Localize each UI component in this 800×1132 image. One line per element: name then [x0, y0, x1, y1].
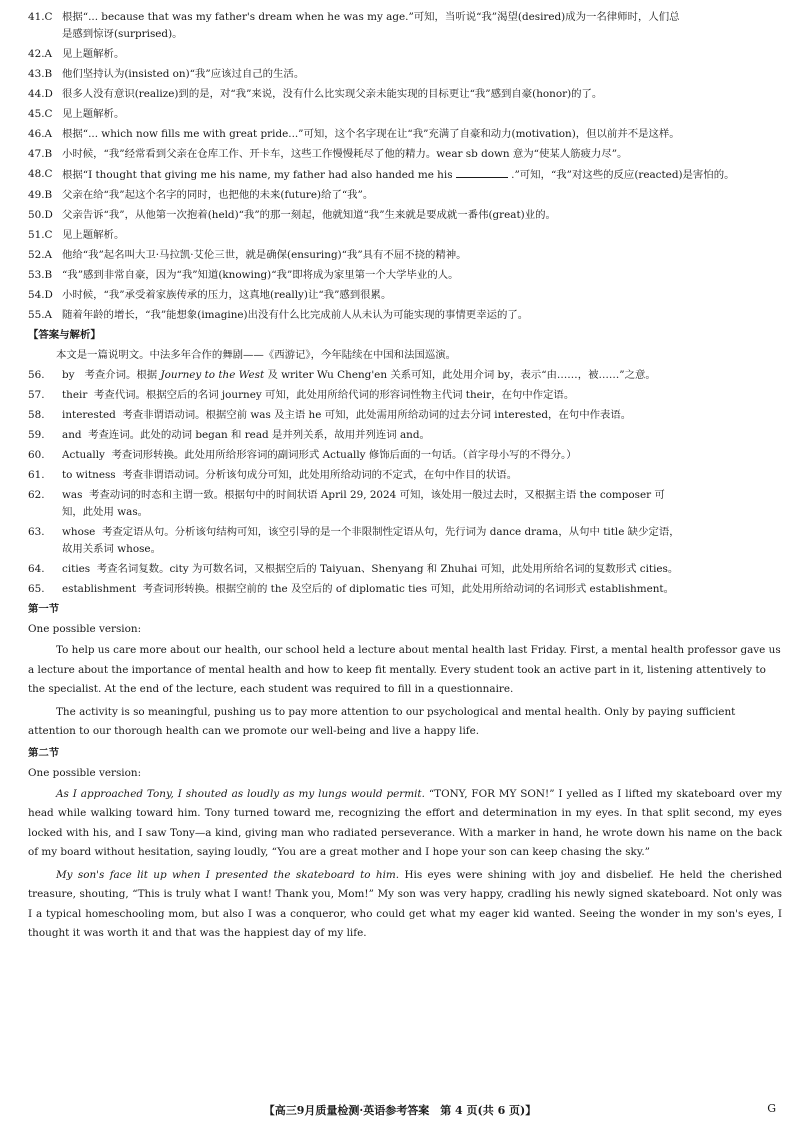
item-text: 考查名词复数。city 为可数名词，又根据空后的 Taiyuan、Shenyang 和 Zhuhai 可知，此处用所给名词的复数形式 cities。	[96, 563, 679, 575]
item-number: 50.D	[28, 209, 53, 221]
answer-blank	[456, 168, 508, 178]
paragraph-text: “TONY, FOR MY SON!” I yelled as I lifted my skateboard over my head while walking toward him. Tony turned toward me, recognizing the effort and determination in my eyes. In that split second, my eyes locked with his, and I saw Tony—a kind, giving man who radiated perseverance. With a marker in hand, he wrote down his name on the back of my board without hesitation, saying loudly, “You are a great mother and I hope your son can keep chasing the sky.”	[28, 787, 782, 858]
item-text: 见上题解析。	[62, 48, 125, 60]
item-number: 65.	[28, 583, 45, 595]
item-number: 41.C	[28, 11, 53, 23]
item-answer: establishment	[62, 583, 137, 595]
item-text: 考查连词。此处的动词 began 和 read 是并列关系，故用并列连词 and。	[88, 429, 430, 441]
item-text-before-blank: 根据“I thought that giving me his name, my father had also handed me his	[62, 169, 453, 181]
section-2-title: 第二节	[28, 746, 60, 759]
answer-item	[28, 578, 782, 598]
item-text: 考查词形转换。根据空前的 the 及空后的 of diplomatic ties 可知，此处用所给动词的名词形式 establishment。	[142, 583, 674, 595]
item-number: 63.	[28, 526, 45, 538]
item-number: 60.	[28, 449, 45, 461]
item-text: 考查定语从句。分析该句结构可知，该空引导的是一个非限制性定语从句，先行词为 dance drama，从句中 title 缺少定语，	[101, 526, 680, 538]
item-answer: cities	[62, 563, 91, 575]
passage-intro: 本文是一篇说明文。中法多年合作的舞剧——《西游记》，今年陆续在中国和法国巡演。	[56, 349, 457, 361]
item-number: 55.A	[28, 309, 53, 321]
item-text: “我”感到非常自豪，因为“我”知道(knowing)“我”即将成为家里第一个大学毕业的人。	[62, 269, 459, 281]
item-number: 58.	[28, 409, 45, 421]
item-text-continued: 知，此处用 was。	[62, 506, 149, 518]
answer-item	[28, 424, 782, 444]
item-number: 51.C	[28, 229, 53, 241]
item-text: 根据“... which now fills me with great pride...”可知，这个名字现在让“我”充满了自豪和动力(motivation)，但以前并不是这样。	[62, 128, 680, 140]
paper-code: G	[767, 1102, 776, 1115]
book-title: Journey to the West	[160, 369, 265, 381]
item-text: 根据“... because that was my father's dream when he was my age.”可知，当听说“我”渴望(desired)成为一名律师时，人们总	[62, 11, 680, 23]
item-answer: Actually	[62, 449, 105, 461]
answer-item	[28, 224, 782, 244]
answer-list-49-55	[28, 184, 782, 324]
item-number: 44.D	[28, 88, 53, 100]
item-answer: to witness	[62, 469, 116, 481]
page-footer: 【高三9月质量检测·英语参考答案 第 4 页(共 6 页)】	[263, 1104, 537, 1117]
item-answer: was	[62, 489, 83, 501]
answer-item	[28, 83, 782, 103]
item-number: 54.D	[28, 289, 53, 301]
item-number: 62.	[28, 489, 45, 501]
item-answer: interested	[62, 409, 116, 421]
item-number: 56.	[28, 369, 45, 381]
answer-item-48	[28, 163, 782, 184]
given-opening-sentence: As I approached Tony, I shouted as loudly as my lungs would permit.	[56, 787, 425, 800]
item-text: 小时候，“我”经常看到父亲在仓库工作、开卡车，这些工作慢慢耗尽了他的精力。wear sb down 意为“使某人筋疲力尽”。	[62, 148, 628, 160]
section-2-version-label: One possible version:	[28, 766, 142, 779]
item-text: 父亲在给“我”起这个名字的同时，也把他的未来(future)给了“我”。	[62, 189, 374, 201]
item-text: 考查动词的时态和主谓一致。根据句中的时间状语 April 29, 2024 可知，该处用一般过去时，又根据主语 the composer 可	[89, 489, 665, 501]
item-number: 48.C	[28, 168, 53, 180]
item-text-rest: 及 writer Wu Cheng'en 关系可知，此处用介词 by，表示“由……，被……”之意。	[267, 369, 656, 381]
section-1-paragraph-1: To help us care more about our health, our school held a lecture about mental health last Friday. First, a mental health professor gave us a lecture about the importance of mental health and how to keep fit mentally. Every student took an active part in it, listening attentively to the specialist. At the end of the lecture, each student was required to fill in a questionnaire.	[28, 644, 781, 695]
item-text-after-blank: .”可知，“我”对这些的反应(reacted)是害怕的。	[511, 169, 735, 181]
item-answer: whose	[62, 526, 96, 538]
item-answer: their	[62, 389, 88, 401]
answer-item	[28, 244, 782, 264]
answer-item	[28, 204, 782, 224]
answer-item	[28, 404, 782, 424]
item-text: 考查非谓语动词。分析该句成分可知，此处用所给动词的不定式，在句中作目的状语。	[122, 469, 518, 481]
item-text: 见上题解析。	[62, 229, 125, 241]
answer-item-56	[28, 364, 782, 384]
item-text: 小时候，“我”承受着家族传承的压力，这真地(really)让“我”感到很累。	[62, 289, 392, 301]
item-answer: and	[62, 429, 82, 441]
answer-item	[28, 43, 782, 63]
item-text: 父亲告诉“我”，从他第一次抱着(held)“我”的那一刻起，他就知道“我”生来就是要成就一番伟(great)业的。	[62, 209, 556, 221]
item-text: 考查非谓语动词。根据空前 was 及主语 he 可知，此处需用所给动词的过去分词 interested，在句中作表语。	[122, 409, 632, 421]
item-number: 43.B	[28, 68, 53, 80]
item-number: 61.	[28, 469, 45, 481]
item-text: 考查代词。根据空后的名词 journey 可知，此处用所给代词的形容词性物主代词 their，在句中作定语。	[93, 389, 575, 401]
answer-item	[28, 304, 782, 324]
section-1-title: 第一节	[28, 603, 60, 615]
section-1-paragraph-2: The activity is so meaningful, pushing us to pay more attention to our psychological and mental health. Only by paying sufficient attention to our thorough health can we promote our well-being and live a happy life.	[28, 705, 736, 737]
answer-item	[28, 143, 782, 163]
item-text: 随着年龄的增长，“我”能想象(imagine)出没有什么比完成前人从未认为可能实现的事情更幸运的了。	[62, 309, 529, 321]
item-text: 他们坚持认为(insisted on)“我”应该过自己的生活。	[62, 68, 305, 80]
item-text: 考查词形转换。此处用所给形容词的副词形式 Actually 修饰后面的一句话。（首字母小写的不得分。）	[111, 449, 577, 461]
item-text-continued: 是感到惊讶(surprised)。	[62, 28, 183, 40]
item-number: 64.	[28, 563, 45, 575]
item-number: 45.C	[28, 108, 53, 120]
item-answer: by	[62, 369, 75, 381]
item-number: 49.B	[28, 189, 53, 201]
item-number: 52.A	[28, 249, 53, 261]
answer-item	[28, 558, 782, 578]
section-2-paragraph-1	[28, 785, 782, 863]
section-1-version-label: One possible version:	[28, 623, 142, 635]
item-text: 他给“我”起名叫大卫·马拉凯·艾伦三世，就是确保(ensuring)“我”具有不屈不挠的精神。	[62, 249, 467, 261]
answer-item	[28, 444, 782, 464]
answer-item	[28, 484, 782, 504]
item-number: 42.A	[28, 48, 53, 60]
answer-item	[28, 521, 782, 541]
answer-item	[28, 184, 782, 204]
answer-list-41-47	[28, 6, 782, 163]
paragraph-text: His eyes were shining with joy and disbelief. He held the cherished treasure, shouting, “This is truly what I want! Thank you, Mom!” My son was very happy, cradling his newly signed skateboard. Not only was I a typical homeschooling mom, but also I was a conqueror, who could get what my eager kid wanted. Seeing the wonder in my son's eyes, I thought it was worth it and that was the happiest day of my life.	[28, 868, 783, 939]
item-number: 57.	[28, 389, 45, 401]
section-2-paragraph-2	[28, 866, 782, 944]
item-text-continued: 故用关系词 whose。	[62, 543, 161, 555]
answer-section-header: 【答案与解析】	[28, 329, 101, 341]
answer-item	[28, 384, 782, 404]
answer-item	[28, 264, 782, 284]
answer-item	[28, 6, 782, 26]
item-text: 考查介词。根据	[84, 369, 158, 381]
answer-item	[28, 284, 782, 304]
item-text: 很多人没有意识(realize)到的是，对“我”来说，没有什么比实现父亲未能实现的目标更让“我”感到自豪(honor)的了。	[62, 88, 603, 100]
item-number: 59.	[28, 429, 45, 441]
answer-item	[28, 103, 782, 123]
item-number: 46.A	[28, 128, 53, 140]
given-opening-sentence: My son's face lit up when I presented the skateboard to him.	[56, 868, 400, 881]
answer-list-57-65	[28, 384, 782, 598]
item-text: 见上题解析。	[62, 108, 125, 120]
answer-item	[28, 123, 782, 143]
item-number: 47.B	[28, 148, 53, 160]
answer-item	[28, 63, 782, 83]
item-number: 53.B	[28, 269, 53, 281]
answer-item	[28, 464, 782, 484]
